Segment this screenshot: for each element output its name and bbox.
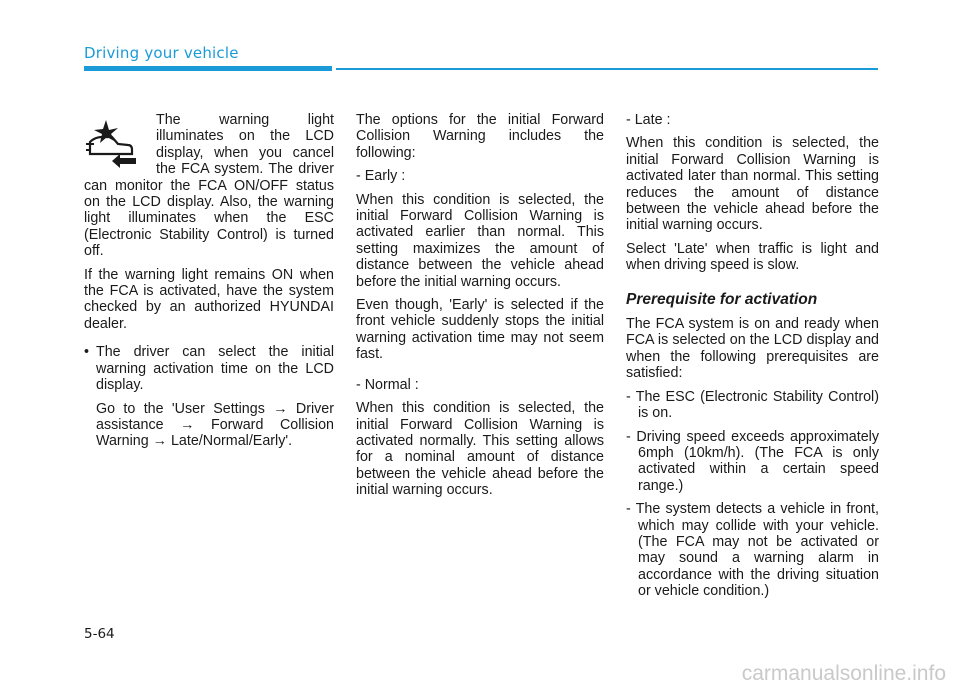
page-number: 5-64	[84, 626, 115, 642]
bullet-select-activation-time: • The driver can select the initial warning activation time on the LCD display.	[84, 344, 334, 393]
option-late-note: Select 'Late' when traffic is light and when driving speed is slow.	[626, 240, 879, 274]
header-rule-thick	[84, 66, 332, 71]
option-early-description: When this condition is selected, the initial Forward Collision Warning is activated earlier than normal. This setting maximizes the amount of distance between the vehicle ahead before the initial warning occurs.	[356, 191, 604, 290]
watermark: carmanualsonline.info	[741, 662, 946, 685]
prerequisite-intro: The FCA system is on and ready when FCA is selected on the LCD display and when the following prerequisites are satisfied:	[626, 316, 879, 382]
fca-warning-intro: The warning light illuminates on the LCD display, when you cancel the FCA system. The driver can monitor the FCA ON/OFF status on the LCD display. Also, the warning light illuminates when the ESC (Electronic Stability Control) is turned off.	[84, 112, 334, 260]
prerequisite-heading: Prerequisite for activation	[626, 290, 818, 308]
column-middle	[356, 112, 604, 506]
option-normal-label: - Normal :	[356, 376, 419, 393]
option-early-note: Even though, 'Early' is selected if the front vehicle suddenly stops the initial warning activation time may not seem fast.	[356, 297, 604, 363]
options-intro: The options for the initial Forward Collision Warning includes the following:	[356, 112, 604, 161]
fca-warning-light-icon	[84, 114, 150, 172]
option-early-label: - Early :	[356, 168, 406, 185]
option-normal-description: When this condition is selected, the initial Forward Collision Warning is activated normally. This setting allows for a nominal amount of distance between the vehicle ahead before the initial warning occurs.	[356, 400, 604, 499]
header-rule-thin	[336, 68, 878, 70]
option-late-description: When this condition is selected, the initial Forward Collision Warning is activated later than normal. This setting reduces the amount of distance between the vehicle ahead before the initial warning occurs.	[626, 135, 879, 234]
section-title: Driving your vehicle	[84, 44, 239, 62]
prerequisite-item: - Driving speed exceeds approximately 6mph (10km/h). (The FCA is only activated within a certain speed range.)	[626, 428, 879, 494]
option-late-label: - Late :	[626, 112, 671, 128]
column-right	[626, 112, 879, 607]
column-left	[84, 112, 334, 457]
warning-remains-on-text: If the warning light remains ON when the FCA is activated, have the system checked by an authorized HYUNDAI dealer.	[84, 266, 334, 332]
prerequisite-item: - The ESC (Electronic Stability Control) is on.	[626, 388, 879, 422]
user-settings-path: Go to the 'User Settings → Driver assistance → Forward Collision Warning → Late/Normal/Early'.	[96, 400, 334, 450]
prerequisite-item: - The system detects a vehicle in front, which may collide with your vehicle. (The FCA may not be activated or may sound a warning alarm in accordance with the driving situation or vehicle condition.)	[626, 501, 879, 600]
